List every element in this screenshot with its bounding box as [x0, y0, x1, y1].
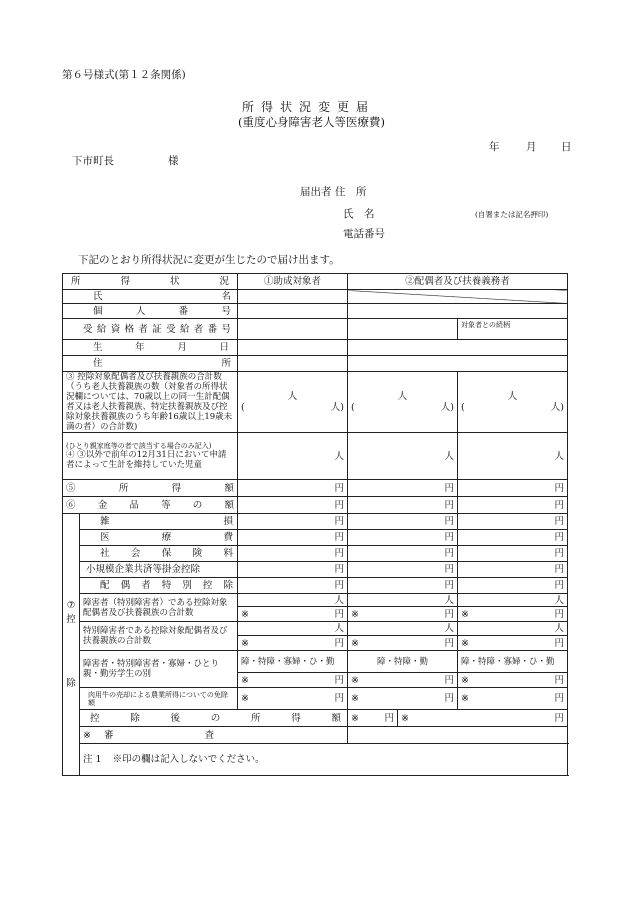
deduction-char-1: 控	[66, 613, 76, 625]
col-spouse-header: ②配偶者及び扶養義務者	[348, 274, 568, 290]
paren-close-2: 人)	[440, 402, 455, 413]
page-subtitle: (重度心身障害老人等医療費)	[238, 115, 385, 129]
label-disabled-types: 障害者・特別障害者・寡婦・ひとり親・勤労学生の別	[80, 651, 238, 688]
label-name: 氏名	[63, 290, 238, 304]
asterisk-marker: ※	[461, 674, 469, 686]
dependents-unit-3: 人	[507, 391, 518, 402]
spouse-birthdate-field[interactable]	[348, 340, 568, 356]
types-options-1[interactable]: 障・特障・寡婦・ひ・勤	[238, 651, 348, 673]
spouse-name-blank	[348, 290, 568, 304]
note-label: 注 1	[83, 754, 102, 765]
child-count-2[interactable]: 人	[348, 433, 458, 480]
label-misc-loss: 雑損	[80, 514, 238, 530]
addressee: 下市町長	[72, 155, 114, 167]
yen-unit: 円	[554, 608, 565, 620]
label-personal-number: 個人番号	[63, 304, 238, 319]
income-3[interactable]: 円	[458, 480, 568, 497]
notifier-address-label: 届出者 住 所	[300, 186, 367, 198]
disabled-count-2[interactable]: 人	[348, 594, 458, 607]
label-child	[63, 433, 238, 480]
yen-unit: 円	[444, 674, 455, 686]
yen-unit: 円	[334, 608, 345, 620]
review-text: 審査	[104, 729, 214, 741]
goods-2[interactable]: 円	[348, 497, 458, 514]
label-dependents: ③ 控除対象配偶者及び扶養親族の合計数（うち老人扶養親族の数（対象者の所得状況欄については、70歳以上の同一生計配偶者又は老人扶養親族、特定扶養親族及び控除対象扶養親族のうち年齢16歳以上19歳未満の者）の合計数)	[63, 372, 238, 433]
after-deduction-2[interactable]	[398, 710, 568, 727]
notes-area	[80, 744, 568, 776]
col-subject-header: ①助成対象者	[238, 274, 348, 290]
beef-yen-3[interactable]	[458, 688, 568, 710]
dependents-cell-1[interactable]	[238, 372, 348, 433]
label-spouse-special: 配偶者特別控除	[80, 578, 238, 594]
review-asterisk: ※	[83, 729, 91, 741]
small-biz-1[interactable]: 円	[238, 562, 348, 578]
income-2[interactable]: 円	[348, 480, 458, 497]
deduction-num: ⑦	[66, 599, 76, 611]
spouse-special-1[interactable]: 円	[238, 578, 348, 594]
small-biz-3[interactable]: 円	[458, 562, 568, 578]
special-disabled-yen-2[interactable]	[348, 636, 458, 651]
goods-1[interactable]: 円	[238, 497, 348, 514]
label-income: ⑤所得額	[63, 480, 238, 497]
special-disabled-count-3[interactable]: 人	[458, 622, 568, 636]
yen-unit: 円	[334, 637, 345, 649]
asterisk-marker: ※	[351, 608, 359, 620]
label-special-disabled-count: 特別障害者である控除対象配偶者及び扶養親族の合計数	[80, 622, 238, 651]
yen-unit: 円	[444, 693, 455, 704]
beef-yen-1[interactable]	[238, 688, 348, 710]
child-count-3[interactable]: 人	[458, 433, 568, 480]
types-yen-3[interactable]	[458, 673, 568, 688]
label-address: 住所	[63, 356, 238, 372]
disabled-yen-3[interactable]	[458, 607, 568, 622]
phone-label: 電話番号	[343, 228, 385, 240]
deduction-group-label	[63, 514, 80, 776]
disabled-yen-1[interactable]	[238, 607, 348, 622]
spouse-personal-number-field[interactable]	[348, 304, 568, 319]
spouse-special-3[interactable]: 円	[458, 578, 568, 594]
asterisk-marker: ※	[351, 674, 359, 686]
label-medical: 医療費	[80, 530, 238, 546]
asterisk-marker: ※	[241, 674, 249, 686]
notifier-name-label: 氏 名	[343, 208, 375, 220]
paren-open-3: (	[461, 402, 465, 413]
asterisk-marker: ※	[351, 693, 359, 704]
misc-loss-1[interactable]: 円	[238, 514, 348, 530]
paren-close-1: 人)	[330, 402, 345, 413]
income-form-table	[62, 273, 568, 776]
label-social-insurance: 社会保険料	[80, 546, 238, 562]
disabled-yen-2[interactable]	[348, 607, 458, 622]
header-item: 所得状況	[63, 274, 238, 290]
asterisk-marker: ※	[401, 712, 409, 724]
yen-unit: 円	[554, 674, 565, 686]
deduction-char-2: 除	[66, 677, 76, 689]
dependents-unit-1: 人	[287, 391, 298, 402]
relation-label: 対象者との続柄	[458, 319, 568, 340]
small-biz-2[interactable]: 円	[348, 562, 458, 578]
yen-unit: 円	[334, 693, 345, 704]
income-1[interactable]: 円	[238, 480, 348, 497]
misc-loss-2[interactable]: 円	[348, 514, 458, 530]
asterisk-marker: ※	[461, 608, 469, 620]
cert-number-field[interactable]	[238, 319, 348, 340]
asterisk-marker: ※	[241, 608, 249, 620]
medical-3[interactable]: 円	[458, 530, 568, 546]
page-title: 所得状況変更届	[242, 100, 376, 114]
label-review	[80, 727, 348, 744]
asterisk-marker: ※	[241, 637, 249, 649]
date-day-label: 日	[561, 141, 572, 153]
form-number: 第６号様式(第１２条関係)	[62, 69, 186, 81]
social-ins-1[interactable]: 円	[238, 546, 348, 562]
date-year-label: 年	[489, 141, 500, 153]
asterisk-marker: ※	[351, 712, 359, 724]
note-text: ※印の欄は記入しないでください。	[112, 754, 265, 765]
single-parent-note: (ひとり親家庭等の者で該当する場合のみ記入)	[66, 442, 212, 450]
signature-note: (自署または記名押印)	[475, 210, 549, 219]
yen-unit: 円	[554, 637, 565, 649]
label-small-biz: 小規模企業共済等掛金控除	[80, 562, 238, 578]
subject-personal-number-field[interactable]	[238, 304, 348, 319]
special-disabled-count-2[interactable]: 人	[348, 622, 458, 636]
social-ins-2[interactable]: 円	[348, 546, 458, 562]
child-count-1[interactable]: 人	[238, 433, 348, 480]
special-disabled-yen-3[interactable]	[458, 636, 568, 651]
label-birthdate: 生年月日	[63, 340, 238, 356]
special-disabled-count-1[interactable]: 人	[238, 622, 348, 636]
medical-2[interactable]: 円	[348, 530, 458, 546]
social-ins-3[interactable]: 円	[458, 546, 568, 562]
disabled-count-1[interactable]: 人	[238, 594, 348, 607]
goods-3[interactable]: 円	[458, 497, 568, 514]
spouse-special-2[interactable]: 円	[348, 578, 458, 594]
spouse-address-field[interactable]	[348, 356, 568, 372]
paren-open-2: (	[351, 402, 355, 413]
child-label-text: ④ ③以外で前年の12月31日において申請者によって生計を維持していた児童	[66, 450, 227, 470]
date-month-label: 月	[526, 141, 537, 153]
types-options-2[interactable]: 障・特障・勤	[348, 651, 458, 673]
misc-loss-3[interactable]: 円	[458, 514, 568, 530]
label-after-deduction: 控除後の所得額	[80, 710, 348, 727]
yen-unit: 円	[444, 608, 455, 620]
yen-unit: 円	[384, 712, 395, 724]
label-goods: ⑥金品等の額	[63, 497, 238, 514]
yen-unit: 円	[444, 637, 455, 649]
types-yen-1[interactable]	[238, 673, 348, 688]
subject-name-field[interactable]	[238, 290, 348, 304]
after-deduction-1[interactable]	[348, 710, 398, 727]
beef-yen-2[interactable]	[348, 688, 458, 710]
review-field	[348, 727, 568, 744]
disabled-count-3[interactable]: 人	[458, 594, 568, 607]
yen-unit: 円	[554, 693, 565, 704]
label-cert-number: 受給資格者証受給者番号	[63, 319, 238, 340]
types-yen-2[interactable]	[348, 673, 458, 688]
subject-address-field[interactable]	[238, 356, 348, 372]
asterisk-marker: ※	[241, 693, 249, 704]
asterisk-marker: ※	[461, 637, 469, 649]
asterisk-marker: ※	[461, 693, 469, 704]
intro-text: 下記のとおり所得状況に変更が生じたので届け出ます。	[78, 254, 340, 266]
asterisk-marker: ※	[351, 637, 359, 649]
dependents-cell-3[interactable]	[458, 372, 568, 433]
label-beef-exemption: 肉用牛の売却による農業所得についての免除額	[80, 688, 238, 710]
honorific: 様	[168, 155, 179, 167]
paren-open-1: (	[241, 402, 245, 413]
yen-unit: 円	[554, 712, 565, 724]
dependents-cell-2[interactable]	[348, 372, 458, 433]
medical-1[interactable]: 円	[238, 530, 348, 546]
yen-unit: 円	[334, 674, 345, 686]
special-disabled-yen-1[interactable]	[238, 636, 348, 651]
subject-birthdate-field[interactable]	[238, 340, 348, 356]
label-disabled-count: 障害者（特別障害者）である控除対象配偶者及び扶養親族の合計数	[80, 594, 238, 622]
cert-number-extra[interactable]	[348, 319, 458, 340]
types-options-3[interactable]: 障・特障・寡婦・ひ・勤	[458, 651, 568, 673]
dependents-unit-2: 人	[397, 391, 408, 402]
paren-close-3: 人)	[550, 402, 565, 413]
